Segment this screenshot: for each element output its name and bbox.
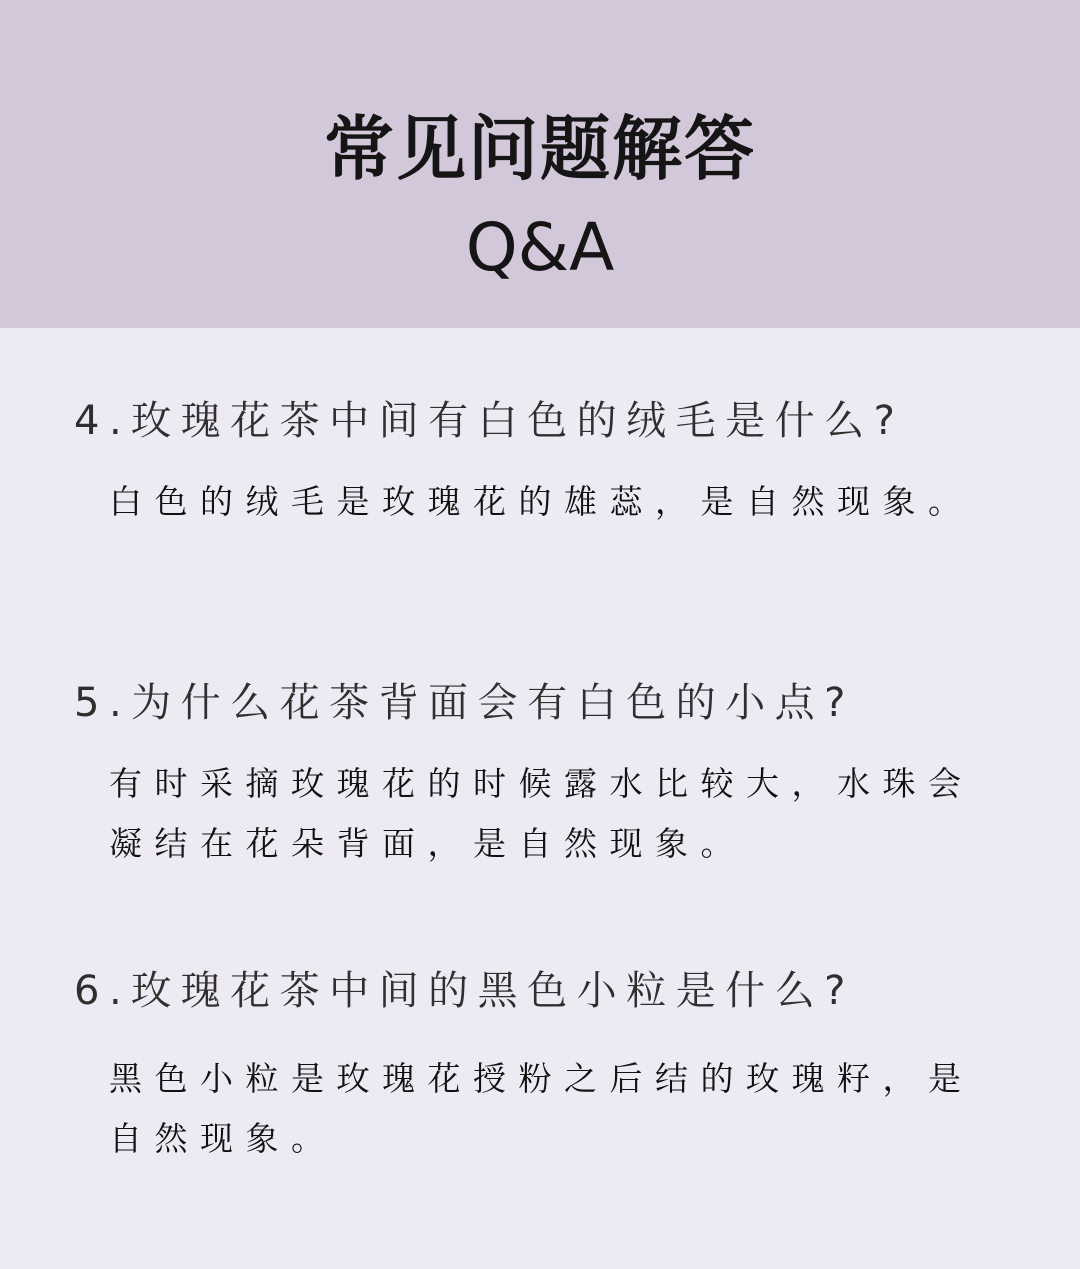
header-banner [0,0,1080,328]
answer-6: 黑色小粒是玫瑰花授粉之后结的玫瑰籽，是自然现象。 [109,1059,974,1158]
answer-4: 白色的绒毛是玫瑰花的雄蕊，是自然现象。 [109,482,974,521]
page-subtitle: Q&A [465,209,615,286]
answer-5: 有时采摘玫瑰花的时候露水比较大，水珠会凝结在花朵背面，是自然现象。 [109,764,974,863]
page-title: 常见问题解答 [324,108,756,190]
question-6: 6.玫瑰花茶中间的黑色小粒是什么? [74,968,855,1014]
question-4: 4.玫瑰花茶中间有白色的绒毛是什么? [74,398,905,444]
question-5: 5.为什么花茶背面会有白色的小点? [74,680,855,726]
